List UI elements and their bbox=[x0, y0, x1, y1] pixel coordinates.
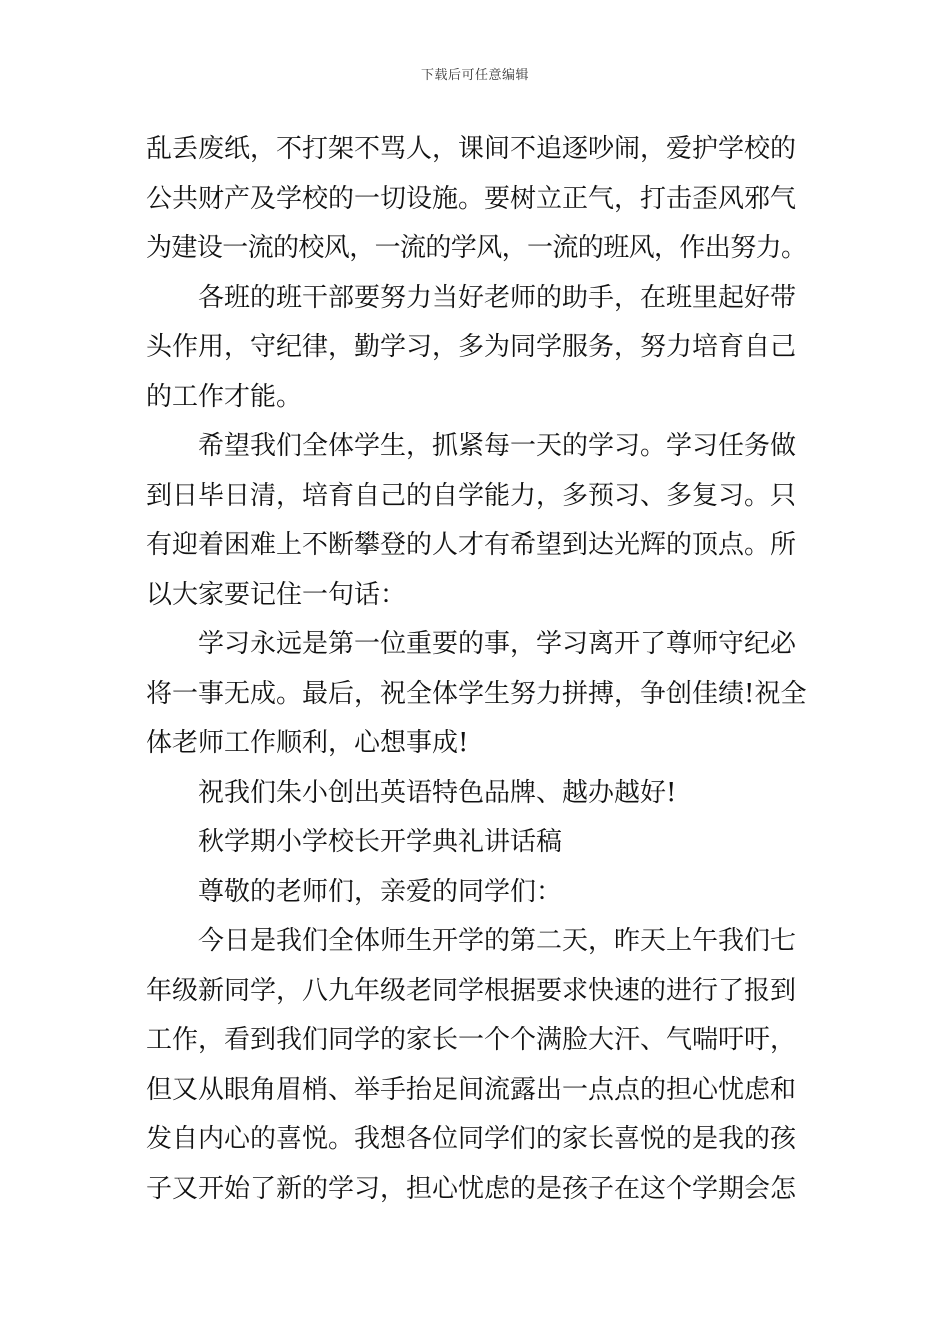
text-line: 今日是我们全体师生开学的第二天，昨天上午我们七 bbox=[198, 926, 797, 956]
text-line: 为建设一流的校风，一流的学风，一流的班风，作出努力。 bbox=[146, 233, 807, 263]
text-line: 秋学期小学校长开学典礼讲话稿 bbox=[198, 827, 563, 857]
text-line: 发自内心的喜悦。我想各位同学们的家长喜悦的是我的孩 bbox=[146, 1124, 797, 1154]
text-line: 年级新同学，八九年级老同学根据要求快速的进行了报到 bbox=[146, 975, 797, 1006]
text-line: 公共财产及学校的一切设施。要树立正气，打击歪风邪气 bbox=[146, 183, 797, 214]
text-line: 的工作才能。 bbox=[146, 381, 303, 412]
text-line: 学习永远是第一位重要的事，学习离开了尊师守纪必 bbox=[198, 629, 797, 659]
page-header-note: 下载后可任意编辑 bbox=[420, 68, 529, 83]
text-line: 将一事无成。最后，祝全体学生努力拼搏，争创佳绩!祝全 bbox=[146, 678, 807, 709]
text-line: 乱丢废纸，不打架不骂人，课间不追逐吵闹，爱护学校的 bbox=[146, 134, 797, 164]
text-line: 子又开始了新的学习，担心忧虑的是孩子在这个学期会怎 bbox=[146, 1173, 797, 1204]
text-line: 尊敬的老师们，亲爱的同学们： bbox=[198, 876, 563, 907]
text-line: 头作用，守纪律，勤学习，多为同学服务，努力培育自己 bbox=[146, 332, 797, 362]
text-line: 工作，看到我们同学的家长一个个满脸大汗、气喘吁吁， bbox=[146, 1025, 797, 1055]
text-line: 希望我们全体学生，抓紧每一天的学习。学习任务做 bbox=[198, 431, 797, 461]
text-line: 体老师工作顺利，心想事成! bbox=[146, 728, 469, 758]
text-line: 有迎着困难上不断攀登的人才有希望到达光辉的顶点。所 bbox=[146, 530, 797, 560]
document-body bbox=[146, 125, 810, 1214]
text-line: 以大家要记住一句话： bbox=[146, 579, 407, 610]
text-line: 各班的班干部要努力当好老师的助手，在班里起好带 bbox=[198, 282, 797, 313]
text-line: 到日毕日清，培育自己的自学能力，多预习、多复习。只 bbox=[146, 480, 797, 511]
text-line: 祝我们朱小创出英语特色品牌、越办越好! bbox=[198, 777, 677, 808]
text-line: 但又从眼角眉梢、举手抬足间流露出一点点的担心忧虑和 bbox=[146, 1074, 797, 1105]
